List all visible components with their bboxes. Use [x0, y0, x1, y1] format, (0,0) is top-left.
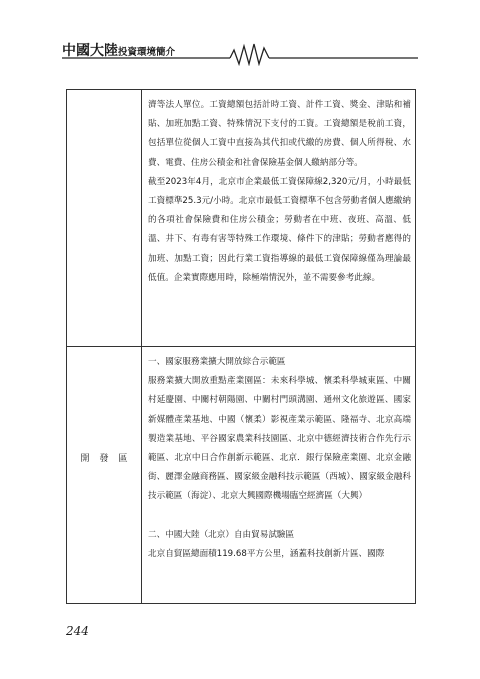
section-heading-service-zone: 一、國家服務業擴大開放綜合示範區: [148, 357, 286, 367]
info-table: [66, 89, 416, 604]
row-label-development-zones: 開發區: [80, 454, 138, 464]
row-content-cell: [142, 347, 415, 604]
header-title-main: 中國大陸: [62, 43, 118, 59]
page-number: 244: [66, 624, 89, 638]
minimum-wage-paragraph: 截至2023年4月，北京市企業最低工資保障線2,320元/月，小時最低工資標準25.3元/小時。北京市最低工資標準不包含勞動者個人應繳納的各項社會保險費和住房公積金；勞動者在中班、夜班、高溫、低溫、井下、有毒有害等特殊工作環境、條件下的津貼；勞動者應得的加班、加點工資；因此行業工資指導線的最低工資保障線僅為理論最低值。企業實際應用時，除極端情況外，並不需要參考此線。: [148, 176, 411, 283]
running-header: [62, 36, 422, 66]
header-title-sub: 投資環境簡介: [118, 47, 176, 58]
header-title: [62, 40, 175, 60]
row-label-cell: [67, 347, 142, 604]
free-trade-zone-paragraph: 北京自貿區總面積119.68平方公里，涵蓋科技創新片區、國際: [148, 548, 385, 559]
row-label-cell: [67, 90, 142, 346]
row-content-cell: [142, 90, 415, 346]
section-heading-free-trade-zone: 二、中國大陸（北京）自由貿易試驗區: [148, 529, 295, 540]
service-zone-paragraph: 服務業擴大開放重點產業園區：未來科學城、懷柔科學城東區、中關村延慶園、中關村朝陽園、中關村門頭溝園、通州文化旅遊區、國家新媒體產業基地、中國（懷柔）影視產業示範區、隆福寺、北京高端製造業基地、平谷國家農業科技園區、北京中德經濟技術合作先行示範區、北京中日合作創新示範區、北京．銀行保險產業園、北京金融街、麗澤金融商務區、國家級金融科技示範區（西城）、國家級金融科技示範區（海淀）、北京大興國際機場臨空經濟區（大興）: [148, 376, 411, 502]
wage-total-paragraph: 濟等法人單位。工資總額包括計時工資、計件工資、獎金、津貼和補貼、加班加點工資、特殊情況下支付的工資。工資總額是稅前工資，包括單位從個人工資中直接為其代扣或代繳的房費、個人所得稅、水費、電費、住房公積金和社會保險基金個人繳納部分等。: [148, 100, 411, 168]
table-row-development-zones: [67, 347, 415, 604]
table-row-wages: [67, 90, 415, 347]
